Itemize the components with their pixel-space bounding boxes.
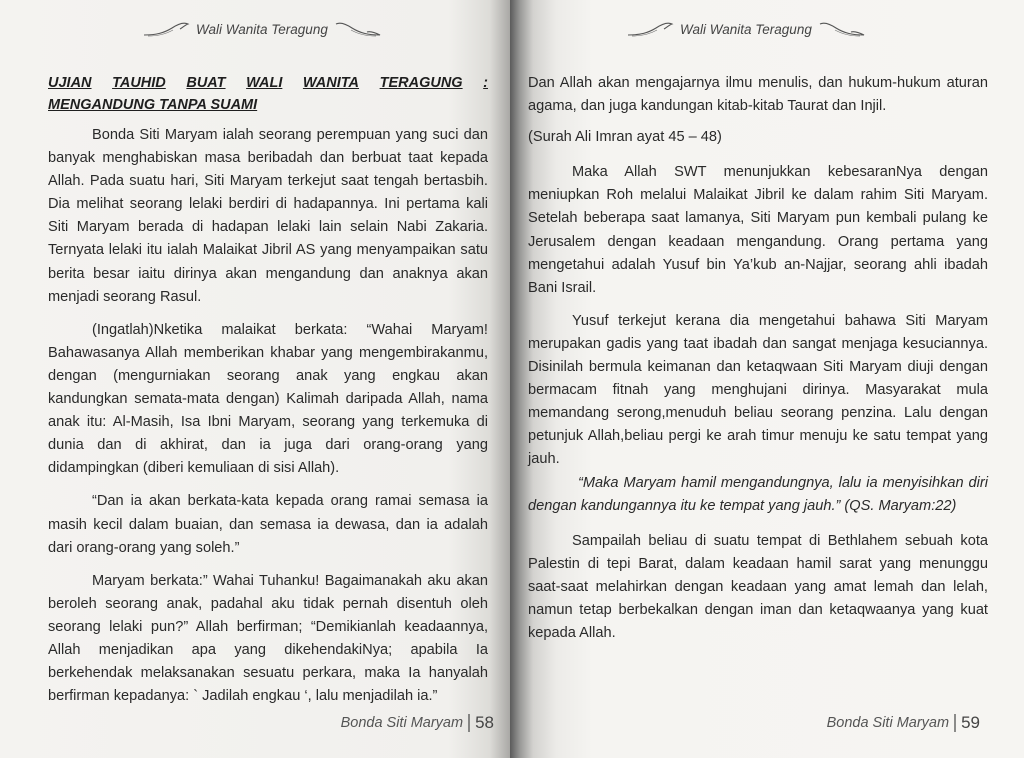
heading-word: TAUHID: [112, 75, 166, 91]
swash-left-ornament-icon: [142, 20, 190, 38]
right-page: [510, 0, 1024, 758]
page-number: 59: [961, 713, 980, 732]
footer-divider-icon: [467, 713, 471, 733]
left-page: [0, 0, 510, 758]
running-header-text: Wali Wanita Teragung: [196, 21, 328, 37]
page-number: 58: [475, 713, 494, 732]
paragraph: Sampailah beliau di suatu tempat di Bethlahem sebuah kota Palestin di tepi Barat, dalam keadaan hamil sarat yang menunggu saat-saat melahirkan dengan keadaan yang amat lemah dan lelah, namun tetap berbekalkan dengan iman dan ketaqwaanya yang kuat kepada Allah.: [528, 532, 988, 642]
paragraph: (Ingatlah)Nketika malaikat berkata: “Wahai Maryam! Bahawasanya Allah memberikan khabar yang mengembirakanmu, dengan (mengurniakan seorang anak yang engkau akan kandungkan semata-mata dengan) Kalimah daripada Allah, nama anak itu: Al-Masih, Isa Ibni Maryam, seorang yang terkemuka di dunia dan di akhirat, dan ia juga dari orang-orang yang didampingkan (diberi kemuliaan di sisi Allah).: [48, 321, 488, 477]
surah-reference: (Surah Ali Imran ayat 45 – 48): [528, 129, 722, 146]
chapter-heading: [48, 72, 488, 116]
paragraph: “Dan ia akan berkata-kata kepada orang ramai semasa ia masih kecil dalam buaian, dan semasa ia dewasa, dan ia adalah dari orang-orang yang soleh.”: [48, 493, 488, 556]
swash-right-ornament-icon: [334, 20, 382, 38]
running-header: [626, 18, 866, 40]
chapter-heading-line-2: MENGANDUNG TANPA SUAMI: [48, 97, 258, 113]
footer-divider-icon: [953, 713, 957, 733]
paragraph: Yusuf terkejut kerana dia mengetahui bahawa Siti Maryam merupakan gadis yang taat ibadah dan sangat menjaga kesuciannya. Disinilah bermula keimanan dan ketaqwaan Siti Maryam diuji dengan bermacam fitnah yang menghujani dirinya. Masyarakat mula memandang serong,menuduh beliau seorang penzina. Lalu dengan petunjuk Allah,beliau pergi ke arah timur menuju ke satu tempat yang jauh.: [528, 312, 988, 468]
running-header-text: Wali Wanita Teragung: [680, 21, 812, 37]
page-footer: [341, 710, 494, 736]
heading-word: :: [483, 75, 488, 91]
heading-word: TERAGUNG: [379, 75, 463, 91]
footer-title: Bonda Siti Maryam: [826, 715, 950, 731]
heading-word: WANITA: [302, 75, 360, 91]
chapter-heading-line-1: [48, 72, 488, 94]
swash-right-ornament-icon: [818, 20, 866, 38]
right-body-text: [528, 72, 988, 655]
running-header: [142, 18, 382, 40]
heading-word: WALI: [246, 75, 283, 91]
paragraph: Maka Allah SWT menunjukkan kebesaranNya dengan meniupkan Roh melalui Malaikat Jibril ke dalam rahim Siti Maryam. Setelah beberapa saat lamanya, Siti Maryam pun kembali pulang ke Jerusalem dengan keadaan mengandung. Orang pertama yang mengetahui adalah Yusuf bin Ya’kub an-Najjar, seorang ahli ibadah Bani Israil.: [528, 164, 988, 296]
page-footer: [827, 710, 980, 736]
paragraph: Maryam berkata:” Wahai Tuhanku! Bagaimanakah aku akan beroleh seorang anak, padahal aku tidak pernah disentuh oleh seorang lelaki pun?” Allah berfirman; “Demikianlah keadaannya, Allah menjadikan apa yang dikehendakiNya; apabila Ia berkehendak melaksanakan sesuatu perkara, maka Ia hanyalah berfirman kepadanya: ` Jadilah engkau ‘, lalu menjadilah ia.”: [48, 572, 488, 705]
heading-word: UJIAN: [48, 75, 92, 91]
left-body-text: [48, 124, 488, 718]
footer-title: Bonda Siti Maryam: [340, 715, 464, 731]
quran-quote: “Maka Maryam hamil mengandungnya, lalu ia menyisihkan diri dengan kandungannya itu ke tempat yang jauh.” (QS. Maryam:22): [528, 474, 988, 514]
heading-word: BUAT: [186, 75, 226, 91]
paragraph: Dan Allah akan mengajarnya ilmu menulis, dan hukum-hukum aturan agama, dan juga kandungan kitab-kitab Taurat dan Injil.: [528, 75, 988, 115]
paragraph: Bonda Siti Maryam ialah seorang perempuan yang suci dan banyak menghabiskan masa beribadah dan berbuat taat kepada Allah. Pada suatu hari, Siti Maryam terkejut saat tengah bertasbih. Dia melihat seorang lelaki berdiri di hadapannya. Ini pertama kali Siti Maryam berada di hadapan lelaki lain selain Nabi Zakaria. Ternyata lelaki itu ialah Malaikat Jibril AS yang menyampaikan satu berita besar iaitu dirinya akan mengandung dan anaknya akan menjadi seorang Rasul.: [48, 127, 488, 305]
swash-left-ornament-icon: [626, 20, 674, 38]
